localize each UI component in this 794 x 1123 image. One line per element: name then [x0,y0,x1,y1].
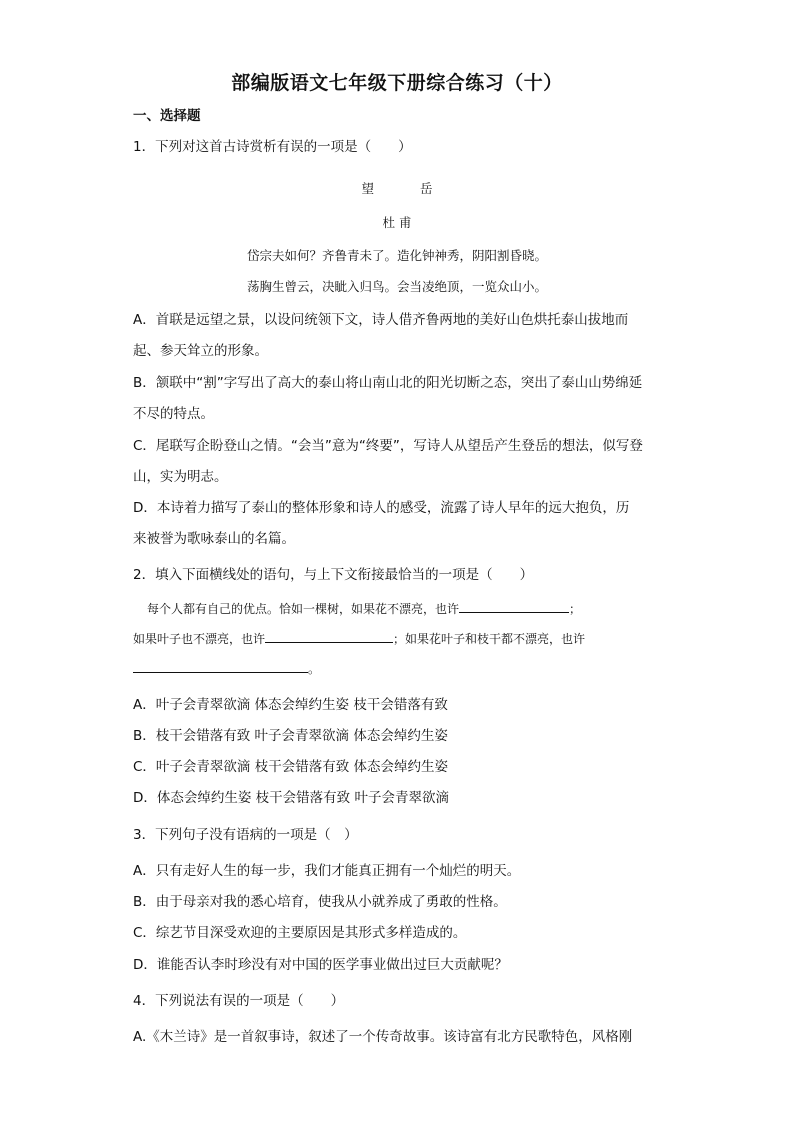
answer-blank-3 [133,660,308,673]
question-4-stem: 4．下列说法有误的一项是（ ） [133,993,345,1009]
answer-blank-2 [265,630,393,643]
q1-option-b-line2: 不尽的特点。 [133,406,214,422]
poem-author: 杜 甫 [382,215,412,230]
q3-option-a: A．只有走好人生的每一步，我们才能真正拥有一个灿烂的明天。 [133,863,521,879]
poem-title [0,179,794,197]
question-1-stem: 1．下列对这首古诗赏析有误的一项是（ ） [133,139,412,155]
section-heading: 一、选择题 [133,108,201,124]
q2-option-b: B．枝干会错落有致 叶子会青翠欲滴 体态会绰约生姿 [133,728,448,744]
poem-line-1: 岱宗夫如何？齐鲁青未了。造化钟神秀，阴阳割昏晓。 [246,248,547,263]
q2-passage-line-2: 如果叶子也不漂亮，也许 ；如果花叶子和枝干都不漂亮，也许 [133,632,586,646]
poem-line-2: 荡胸生曾云，决眦入归鸟。会当凌绝顶，一览众山小。 [246,279,547,294]
q1-option-a-line2: 起、参天耸立的形象。 [133,343,268,359]
q3-option-d: D．谁能否认李时珍没有对中国的医学事业做出过巨大贡献呢？ [133,957,508,973]
q4-option-a-line1: A.《木兰诗》是一首叙事诗，叙述了一个传奇故事。该诗富有北方民歌特色，风格刚 [133,1029,633,1045]
q2-passage-line-3: 。 [133,660,320,677]
q1-option-b-line1: B．颔联中“割”字写出了高大的泰山将山南山北的阳光切断之态，突出了泰山山势绵延 [133,375,643,391]
q2-option-c: C．叶子会青翠欲滴 枝干会错落有致 体态会绰约生姿 [133,759,449,775]
question-2-stem: 2．填入下面横线处的语句，与上下文衔接最恰当的一项是（ ） [133,567,534,583]
q1-option-d-line2: 来被誉为歌咏泰山的名篇。 [133,531,295,547]
q1-option-a-line1: A．首联是远望之景，以设问统领下文，诗人借齐鲁两地的美好山色烘托泰山拔地而 [133,312,629,328]
q1-option-d-line1: D．本诗着力描写了泰山的整体形象和诗人的感受，流露了诗人早年的远大抱负，历 [133,500,630,516]
q3-option-c: C．综艺节目深受欢迎的主要原因是其形式多样造成的。 [133,925,467,941]
q2-option-a: A．叶子会青翠欲滴 体态会绰约生姿 枝干会错落有致 [133,697,448,713]
q2-option-d: D．体态会绰约生姿 枝干会错落有致 叶子会青翠欲滴 [133,790,449,806]
poem-title-char-2: 岳 [419,181,433,196]
page-title: 部编版语文七年级下册综合练习（十） [231,72,563,94]
question-3-stem: 3．下列句子没有语病的一项是（ ） [133,827,358,843]
q3-option-b: B．由于母亲对我的悉心培育，使我从小就养成了勇敢的性格。 [133,894,507,910]
poem-title-char-1: 望 [361,181,375,196]
answer-blank-1 [459,600,569,613]
q1-option-c-line2: 山，实为明志。 [133,469,228,485]
q2-passage-line-1: 每个人都有自己的优点。恰如一棵树，如果花不漂亮，也许 ； [147,602,582,616]
q1-option-c-line1: C．尾联写企盼登山之情。“会当”意为“终要”，写诗人从望岳产生登岳的想法，似写登 [133,438,643,454]
